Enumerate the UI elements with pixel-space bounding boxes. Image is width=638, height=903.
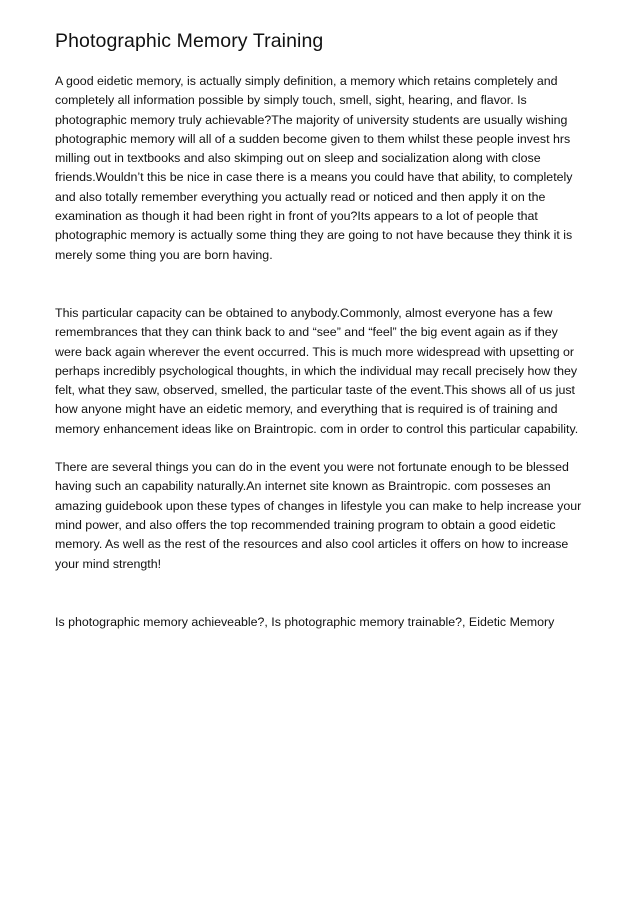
document-title: Photographic Memory Training [55,30,324,52]
document-page [55,28,587,632]
paragraph-intro: A good eidetic memory, is actually simply definition, a memory which retains completely and completely all information possible by simply touch, smell, sight, hearing, and flavor. Is photographic memory truly achievable?The majority of university students are usually wishing photographic memory will all of a sudden become given to them whilst these people invest hrs milling out in textbooks and also skimping out on sleep and socialization along with close friends.Wouldn’t this be nice in case there is a means you could have that ability, to completely and also totally remember everything you actually read or noticed and then apply it on the examination as though it had been right in front of you?Its appears to a lot of people that photographic memory is actually some thing they are going to not have because they think it is merely some thing you are born having. [55,74,573,262]
paragraph-capacity: This particular capacity can be obtained to anybody.Commonly, almost everyone has a few remembrances that they can think back to and “see” and “feel” the big event again as if they were back again wherever the event occurred. This is much more widespread with upsetting or perhaps incredibly psychological thoughts, in which the individual may recall precisely how they felt, what they saw, observed, smelled, the particular taste of the event.This shows all of us just how anyone might have an eidetic memory, and everything that is required is of training and memory enhancement ideas like on Braintropic. com in order to control this particular capability. [55,305,579,436]
paragraph-keywords: Is photographic memory achieveable?, Is photographic memory trainable?, Eidetic Memory [55,614,555,629]
paragraph-braintropic: There are several things you can do in the event you were not fortunate enough to be blessed having such an capability naturally.An internet site known as Braintropic. com posseses an amazing guidebook upon these types of changes in lifestyle you can make to help increase your mind power, and also offers the top recommended training program to obtain a good eidetic memory. As well as the rest of the resources and also cool articles it offers on how to increase your mind strength! [55,460,582,571]
